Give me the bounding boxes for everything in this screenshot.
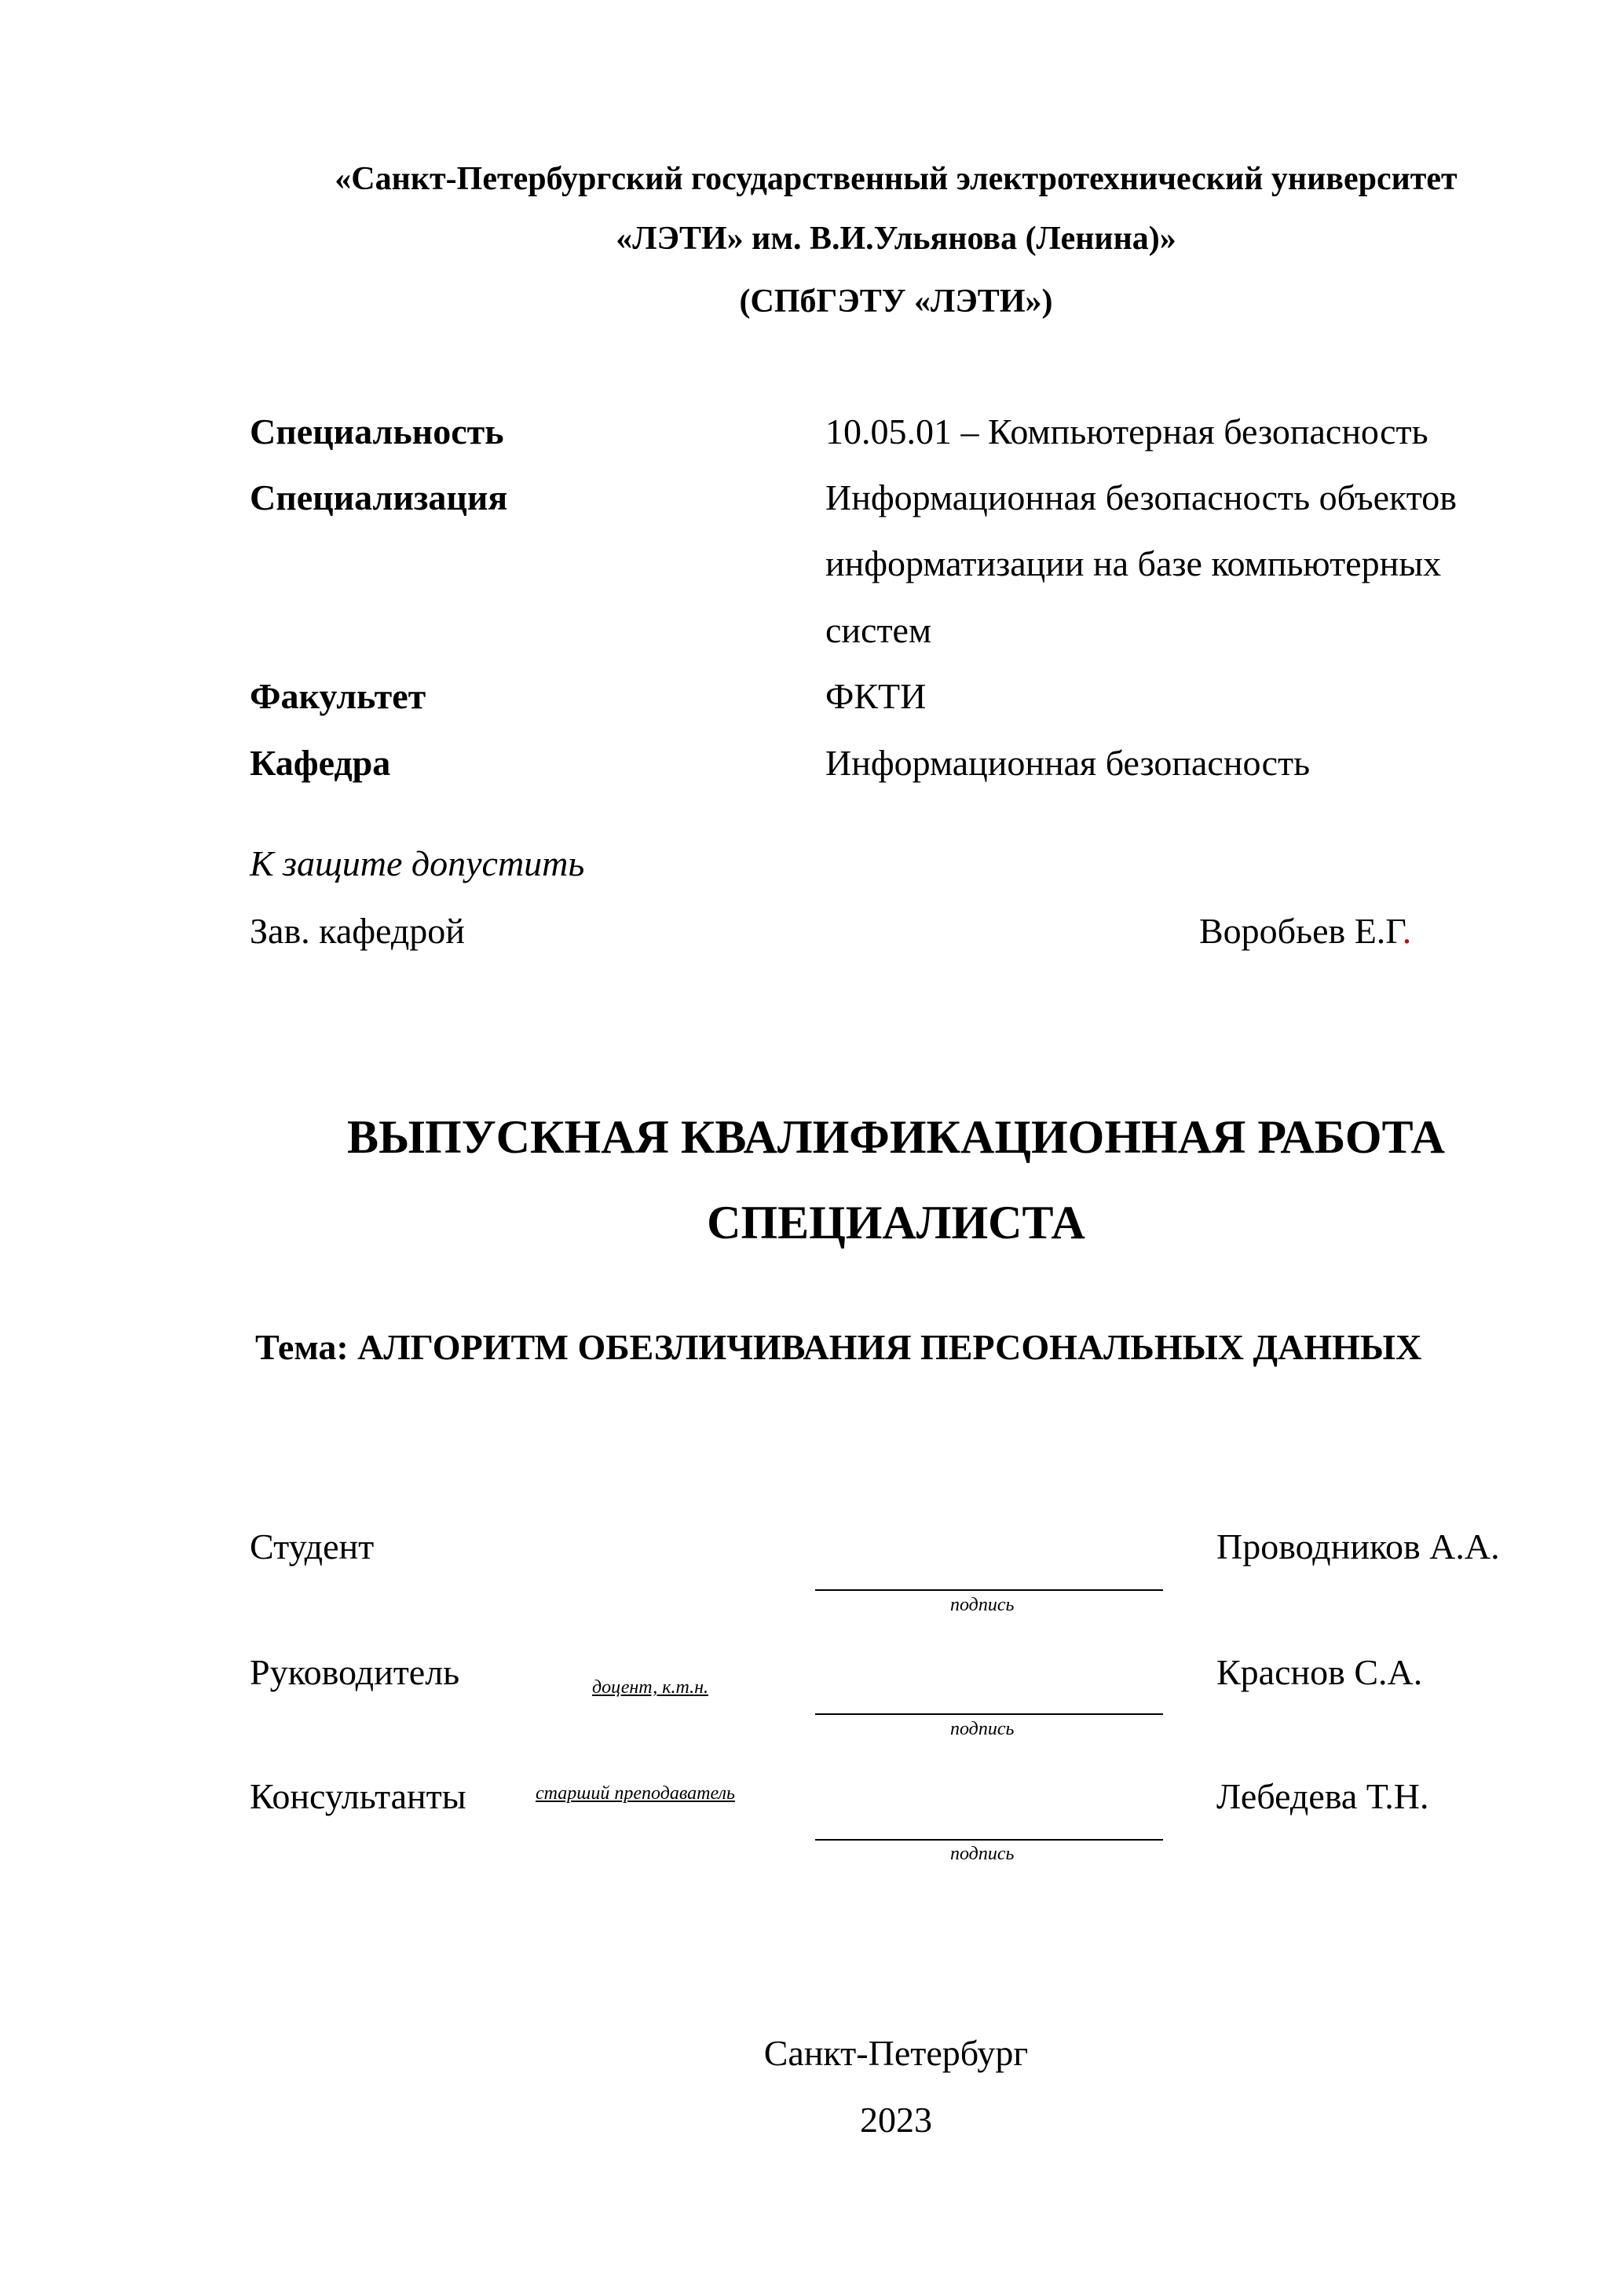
signature-line-consultant — [815, 1839, 1163, 1841]
signature-name-supervisor: Краснов С.А. — [1216, 1652, 1423, 1692]
head-of-department-label: Зав. кафедрой — [250, 911, 465, 951]
signature-caption: подпись — [950, 1844, 1015, 1864]
info-label-specialty: Специальность — [250, 411, 504, 452]
signature-line-supervisor — [815, 1713, 1163, 1715]
head-of-department-name: Воробьев Е.Г. — [1199, 911, 1412, 951]
thesis-title-line1: ВЫПУСКНАЯ КВАЛИФИКАЦИОННАЯ РАБОТА — [347, 1111, 1445, 1163]
thesis-topic: Тема: АЛГОРИТМ ОБЕЗЛИЧИВАНИЯ ПЕРСОНАЛЬНЫХ ДАННЫХ — [255, 1327, 1422, 1367]
info-value-department: Информационная безопасность — [825, 743, 1311, 783]
info-value-specialization-1: Информационная безопасность объектов — [825, 477, 1458, 517]
admit-to-defense: К защите допустить — [250, 843, 585, 883]
supervisor-position: доцент, к.т.н. — [592, 1677, 708, 1698]
info-label-department: Кафедра — [250, 743, 391, 783]
info-label-faculty: Факультет — [250, 676, 426, 716]
university-abbr: (СПбГЭТУ «ЛЭТИ») — [739, 283, 1053, 320]
footer-year: 2023 — [860, 2100, 932, 2140]
signature-caption: подпись — [950, 1719, 1015, 1739]
info-value-specialization-3: систем — [825, 610, 932, 650]
info-value-faculty: ФКТИ — [825, 676, 927, 716]
signature-line-student — [815, 1589, 1163, 1591]
signature-caption: подпись — [950, 1595, 1015, 1615]
signature-role-consultants: Консультанты — [250, 1776, 466, 1816]
university-name-line1: «Санкт-Петербургский государственный электротехнический университет — [335, 161, 1458, 197]
signature-role-student: Студент — [250, 1526, 375, 1567]
thesis-title-line2: СПЕЦИАЛИСТА — [707, 1197, 1085, 1249]
signature-role-supervisor: Руководитель — [250, 1652, 460, 1692]
info-value-specialty: 10.05.01 – Компьютерная безопасность — [825, 411, 1428, 452]
footer-city: Санкт-Петербург — [763, 2033, 1029, 2073]
consultant-position: старший преподаватель — [536, 1783, 735, 1804]
info-value-specialization-2: информатизации на базе компьютерных — [825, 543, 1442, 583]
signature-name-consultant: Лебедева Т.Н. — [1216, 1776, 1429, 1816]
university-name-line2: «ЛЭТИ» им. В.И.Ульянова (Ленина)» — [616, 221, 1176, 257]
info-label-specialization: Специализация — [250, 477, 508, 517]
signature-name-student: Проводников А.А. — [1216, 1526, 1500, 1567]
